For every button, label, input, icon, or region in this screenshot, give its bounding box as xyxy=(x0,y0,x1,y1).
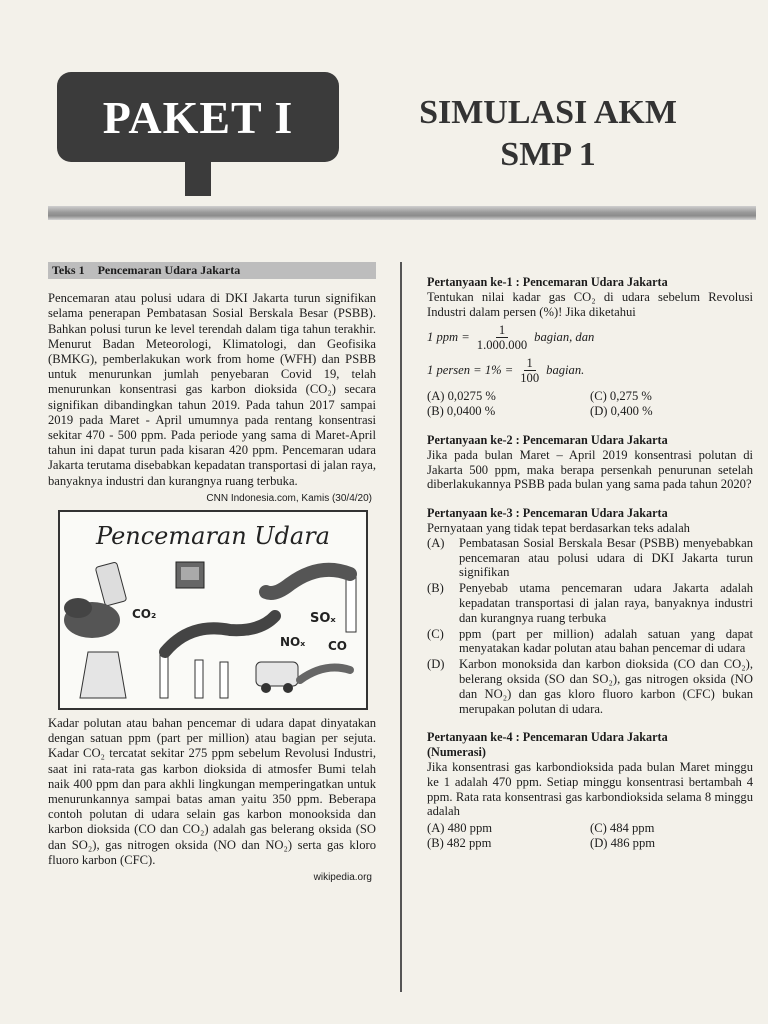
question-4-heading: Pertanyaan ke-4 : Pencemaran Udara Jakarta xyxy=(427,730,668,745)
question-3-text: Pernyataan yang tidak tepat berdasarkan teks adalah xyxy=(427,520,690,535)
option-d[interactable]: (D) 486 ppm xyxy=(590,835,656,850)
column-divider xyxy=(400,262,402,992)
statement-text: ppm (part per million) adalah satuan yang dapat menyatakan kadar polutan atau bahan pencemar di udara xyxy=(459,626,753,656)
smoke-plume xyxy=(266,570,350,593)
question-2-heading: Pertanyaan ke-2 : Pencemaran Udara Jakarta xyxy=(427,432,668,447)
cooling-tower xyxy=(80,652,126,698)
statement-letter: (C) xyxy=(427,626,444,641)
text-label: Teks 1 xyxy=(52,263,85,277)
statement-d[interactable] xyxy=(427,657,753,716)
statement-text: Penyebab utama pencemaran udara Jakarta adalah kepadatan transportasi di jalan raya, banyaknya industri dan kurangnya ruang terbuka xyxy=(459,581,753,625)
text-paragraph-2: Kadar polutan atau bahan pencemar di udara dapat dinyatakan dengan satuan ppm (part per million) atau bagian per sejuta. Kadar CO₂ tercatat sekitar 275 ppm sebelum Revolusi Industri, saat ini rata-rata gas karbon dioksida di atmosfer Bumi telah naik 400 ppm dan para akhli lingkungan memperingatkan untuk menurunkannya sampai batas aman yaitu 350 ppm. Beberapa contoh polutan di udara selain gas karbon monooksida dan karbon dioksida (CO dan CO₂) adalah gas belerang oksida (SO dan SO₂), gas nitrogen oksida (NO dan NO₂) serta gas kloro fluoro karbon (CFC). xyxy=(48,716,376,867)
statement-text: Pembatasan Sosial Berskala Besar (PSBB) menyebabkan pencemaran atau polusi udara di DKI Jakarta turun signifikan xyxy=(459,535,753,580)
formula-ppm xyxy=(427,323,753,352)
option-a[interactable]: (A) 0,0275 % xyxy=(427,389,496,404)
question-3-heading: Pertanyaan ke-3 : Pencemaran Udara Jakarta xyxy=(427,506,668,521)
reading-text-column xyxy=(48,262,376,887)
formula-percent-right: bagian. xyxy=(546,363,585,378)
car xyxy=(256,662,298,686)
question-3 xyxy=(427,506,753,716)
statement-text: Karbon monoksida dan karbon dioksida (CO dan CO₂), belerang oksida (SO dan SO₂), gas nitrogen oksida (NO dan NO₂) dan gas kloro fluoro karbon (CFC) bukan merupakan polutan di udara. xyxy=(459,657,753,716)
question-2 xyxy=(427,433,753,492)
formula-ppm-left: 1 ppm = xyxy=(427,330,470,345)
statement-letter: (B) xyxy=(427,581,444,596)
fraction-numerator: 1 xyxy=(524,356,536,371)
text-paragraph-1: Pencemaran atau polusi udara di DKI Jakarta turun signifikan selama penerapan Pembatasan Sosial Berskala Besar (PSBB). Bahkan polusi turun ke level terendah dalam tiga tahun terakhir. Menurut Badan Meteorologi, Klimatologi, dan Geofisika (BMKG), pemberlakukan work from home (WFH) dan PSBB untuk menurunkan jumlah penyebaran Covid 19, telah menurunkan konsentrasi gas karbon dioksida (CO₂) secara signifikan dibandingkan tahun 2019. Pada tahun 2017 sampai 2019 pada Maret - April umumnya pada rentang konsentrasi sekitar 470 - 500 ppm. Pada periode yang sama di Maret-April tahun ini dapat turun pada kisaran 420 ppm. Pencemaran udara Jakarta terutama disebabkan kepadatan transportasi di jalan raya, banyaknya industri dan kurangnya ruang terbuka. xyxy=(48,291,376,488)
page-title xyxy=(398,92,698,176)
formula-ppm-right: bagian, dan xyxy=(534,330,595,345)
paket-label-box xyxy=(57,72,339,162)
chimney xyxy=(220,662,228,698)
text-heading xyxy=(48,262,376,279)
questions-column xyxy=(427,275,753,865)
label-co: CO xyxy=(328,639,348,654)
question-4-text: Jika konsentrasi gas karbondioksida pada bulan Maret minggu ke 1 adalah 470 ppm. Setiap minggu konsentrasi bertambah 4 ppm. Rata rata konsentrasi gas karbondioksida selama 8 minggu adalah xyxy=(427,759,753,819)
option-c[interactable]: (C) 484 ppm xyxy=(590,821,655,836)
label-nox: NOₓ xyxy=(280,635,306,650)
text-title: Pencemaran Udara Jakarta xyxy=(97,263,241,277)
exhaust-smoke xyxy=(300,668,350,680)
chimney xyxy=(160,652,168,698)
title-line-1: SIMULASI AKM xyxy=(419,94,677,131)
header-rule xyxy=(48,206,756,220)
paket-label: PAKET I xyxy=(102,91,294,143)
question-2-text: Jika pada bulan Maret – April 2019 konsentrasi polutan di Jakarta 500 ppm, maka berapa persenkah penurunan setelah diberlakukannya PSBB pada bulan yang sama pada tahun 2020? xyxy=(427,447,753,492)
fraction-numerator: 1 xyxy=(496,323,508,338)
statement-b[interactable] xyxy=(427,581,753,625)
label-sox: SOₓ xyxy=(310,611,336,627)
illustration-title: Pencemaran Udara xyxy=(96,522,330,551)
option-c[interactable]: (C) 0,275 % xyxy=(590,389,652,404)
question-1 xyxy=(427,275,753,419)
question-1-options xyxy=(427,389,753,419)
question-1-text: Tentukan nilai kadar gas CO₂ di udara sebelum Revolusi Industri dalam persen (%)! Jika diketahui xyxy=(427,289,753,319)
statement-a[interactable] xyxy=(427,536,753,580)
source-citation-2: wikipedia.org xyxy=(313,872,372,884)
question-4-subheading: (Numerasi) xyxy=(427,745,486,760)
smoke-plume xyxy=(165,616,275,652)
formula-percent xyxy=(427,356,753,385)
pollution-illustration xyxy=(58,510,368,710)
paket-label-tab xyxy=(185,158,211,196)
statement-c[interactable] xyxy=(427,627,753,657)
formula-percent-fraction xyxy=(517,356,542,385)
fraction-denominator: 100 xyxy=(520,371,540,386)
option-b[interactable]: (B) 0,0400 % xyxy=(427,404,496,419)
question-1-heading: Pertanyaan ke-1 : Pencemaran Udara Jakarta xyxy=(427,275,668,289)
formula-percent-left: 1 persen = 1% = xyxy=(427,363,514,378)
statement-letter: (D) xyxy=(427,657,445,672)
spray-can xyxy=(95,562,127,606)
formula-ppm-fraction xyxy=(474,323,530,352)
pollution-drawing xyxy=(60,512,366,708)
option-a[interactable]: (A) 480 ppm xyxy=(427,821,493,836)
statement-letter: (A) xyxy=(427,535,445,550)
option-d[interactable]: (D) 0,400 % xyxy=(590,404,653,419)
title-line-2: SMP 1 xyxy=(500,136,596,173)
option-b[interactable]: (B) 482 ppm xyxy=(427,835,492,850)
fraction-denominator: 1.000.000 xyxy=(476,338,528,353)
chimney xyxy=(346,572,356,632)
chimney xyxy=(195,660,203,698)
question-4-options xyxy=(427,821,753,851)
source-citation-1: CNN Indonesia.com, Kamis (30/4/20) xyxy=(206,492,372,504)
label-co2: CO₂ xyxy=(132,607,157,622)
question-4 xyxy=(427,730,753,850)
